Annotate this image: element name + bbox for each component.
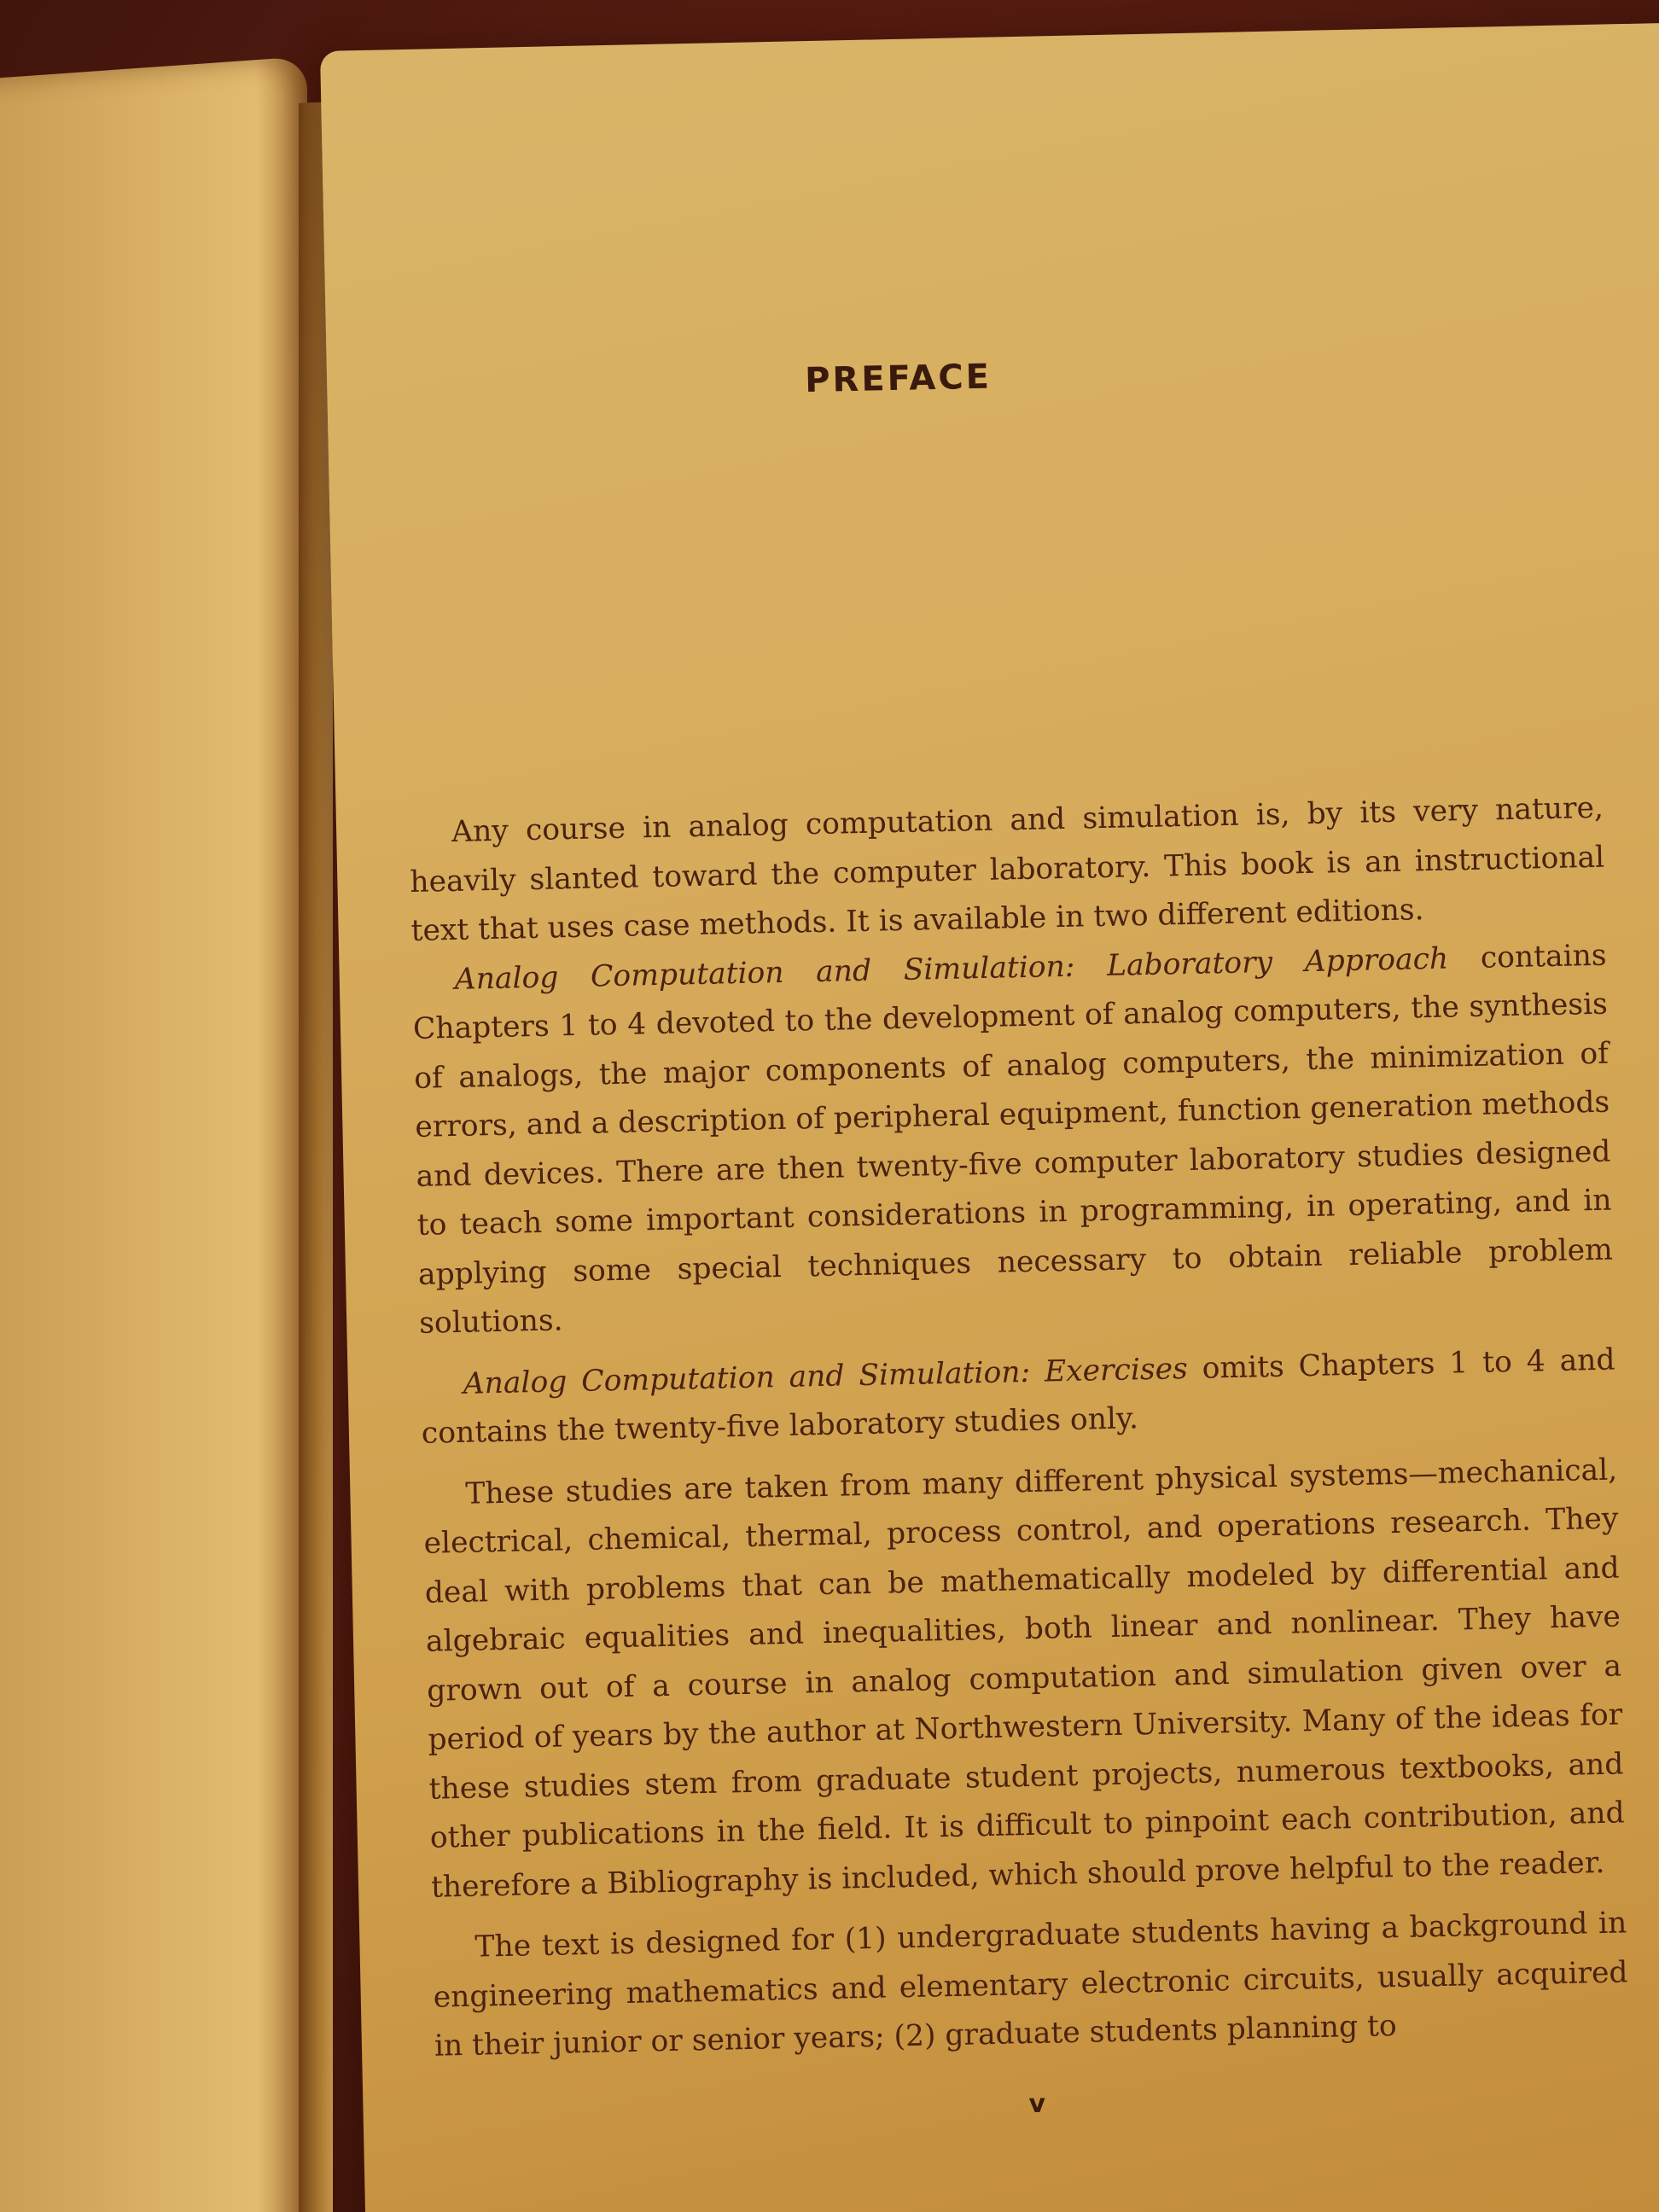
- right-page: [320, 22, 1659, 2212]
- book-title-laboratory: Analog Computation and Simulation: Laboratory Approach: [454, 941, 1449, 997]
- page-title: PREFACE: [804, 357, 992, 401]
- book-title-exercises: Analog Computation and Simulation: Exercises: [463, 1351, 1189, 1401]
- preface-body: [409, 784, 1630, 2071]
- paragraph-audience: The text is designed for (1) undergraduate students having a background in engineering mathematics and elementary electronic circuits, usually acquired in their junior or senior years; (2) graduate students planning to: [433, 1906, 1628, 2064]
- paragraph-exercises-edition: Analog Computation and Simulation: Exercises omits Chapters 1 to 4 and contains the twenty-five laboratory studies only.: [421, 1342, 1615, 1451]
- left-page: [0, 56, 307, 2212]
- paragraph-studies: These studies are taken from many different physical systems—mechanical, electrical, chemical, thermal, process control, and operations research. They deal with problems that can be mathematically modeled by differential and algebraic equalities and inequalities, both linear and nonlinear. They have grown out of a course in analog computation and simulation given over a period of years by the author at Northwestern University. Many of the ideas for these studies stem from graduate student projects, numerous textbooks, and other publications in the field. It is difficult to pinpoint each contribution, and therefore a Bibliography is included, which should prove helpful to the reader.: [423, 1452, 1625, 1905]
- paragraph-intro: Any course in analog computation and simulation is, by its very nature, heavily slanted toward the computer laboratory. This book is an instructional text that uses case methods. It is available in two different editions.: [409, 790, 1605, 948]
- page-number: v: [1028, 2088, 1046, 2120]
- paragraph-laboratory-edition: Analog Computation and Simulation: Laboratory Approach contains Chapters 1 to 4 devoted to the development of analog computers, the synthesis of analogs, the major components of analog computers, the minimization of errors, and a description of peripheral equipment, function generation methods and devices. There are then twenty-five computer laboratory studies designed to teach some important considerations in programming, in operating, and in applying some special techniques necessary to obtain reliable problem solutions.: [412, 938, 1614, 1341]
